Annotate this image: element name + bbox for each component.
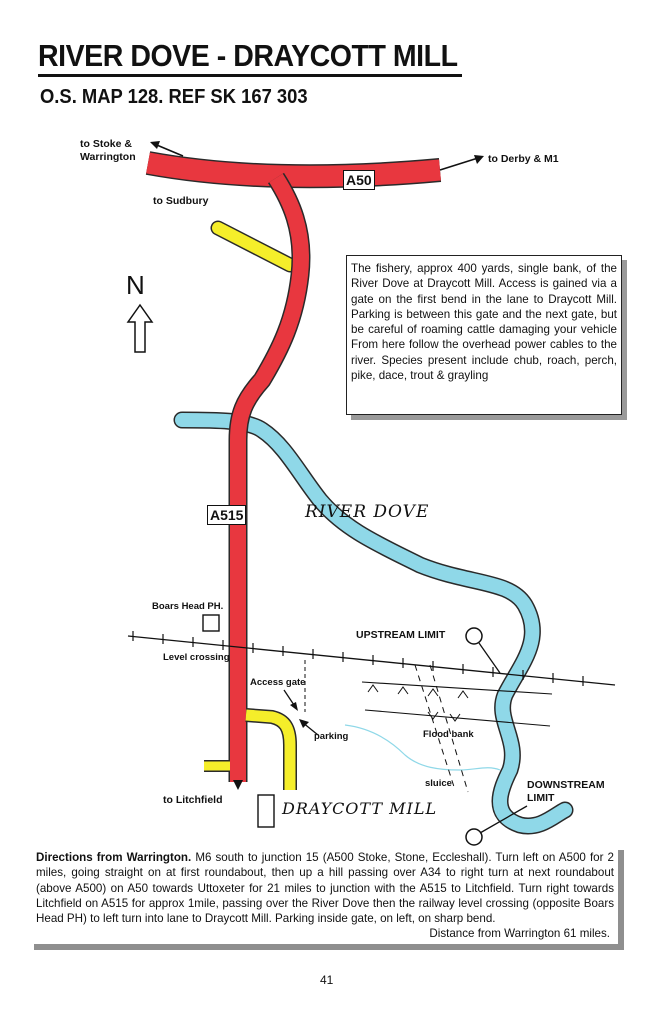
flood-bank-ticks (368, 685, 468, 721)
label-downstream-limit-line2: LIMIT (527, 792, 555, 804)
flood-bank-upper (362, 682, 552, 694)
fishery-info-box (346, 255, 622, 415)
road-label-a515: A515 (207, 505, 246, 525)
label-to-derby: to Derby & M1 (488, 153, 559, 165)
page-number: 41 (320, 973, 334, 987)
directions-panel (34, 850, 624, 950)
downstream-limit-marker (466, 829, 482, 845)
draycott-mill-label: DRAYCOTT MILL (282, 799, 438, 818)
label-parking: parking (314, 731, 349, 742)
distance-note: Distance from Warrington 61 miles. (429, 927, 610, 941)
label-sluice: sluice (425, 778, 452, 789)
map-reference: O.S. MAP 128. REF SK 167 303 (40, 86, 308, 108)
north-label: N (126, 270, 145, 300)
label-flood-bank: Flood bank (423, 729, 474, 740)
draycott-mill-marker (258, 795, 274, 827)
river-dove-label: RIVER DOVE (305, 502, 430, 522)
label-warrington: Warrington (80, 151, 136, 163)
road-a515 (238, 178, 301, 782)
page-title: RIVER DOVE - DRAYCOTT MILL (38, 38, 458, 73)
label-upstream-limit: UPSTREAM LIMIT (356, 629, 446, 641)
fishery-info-text: The fishery, approx 400 yards, single bank, of the River Dove at Draycott Mill. Access is gained via a gate on the first bend in the lane to Draycott Mill. Parking is between this gate and the next gate, but be careful of roaming cattle damaging your vehicle From here follow the overhead power cables to the river. Species present include chub, roach, perch, pike, dace, trout & grayling (351, 262, 617, 383)
road-label-a50: A50 (343, 170, 375, 190)
label-access-gate: Access gate (250, 677, 306, 688)
label-to-sudbury: to Sudbury (153, 195, 209, 207)
directions-heading: Directions from Warrington. (36, 851, 192, 864)
boars-head-pub-marker (203, 615, 219, 631)
directions-text: M6 south to junction 15 (A500 Stoke, Stone, Eccleshall). Turn left on A500 for 2 miles, going straight on at first roundabout, then up a hill passing over A34 to right turn at next roundabout (above A500) on A50 towards Uttoxeter for 21 miles to junction with the A515 to Litchfield. Turn right towards Litchfield on A515 for approx 1mile, passing over the River Dove then the railway level crossing (opposite Boars Head PH) to left turn into lane to Draycott Mill. Parking inside gate, on left, on sharp bend. (36, 851, 614, 926)
label-boars-head-pub: Boars Head PH. (152, 601, 224, 612)
label-downstream-limit-line1: DOWNSTREAM (527, 779, 605, 791)
north-arrow (128, 305, 152, 352)
label-to-stoke: to Stoke & (80, 138, 132, 150)
power-cable-1 (415, 665, 455, 790)
label-to-litchfield: to Litchfield (163, 794, 223, 806)
label-level-crossing: Level crossing (163, 652, 230, 663)
upstream-limit-marker (466, 628, 482, 644)
